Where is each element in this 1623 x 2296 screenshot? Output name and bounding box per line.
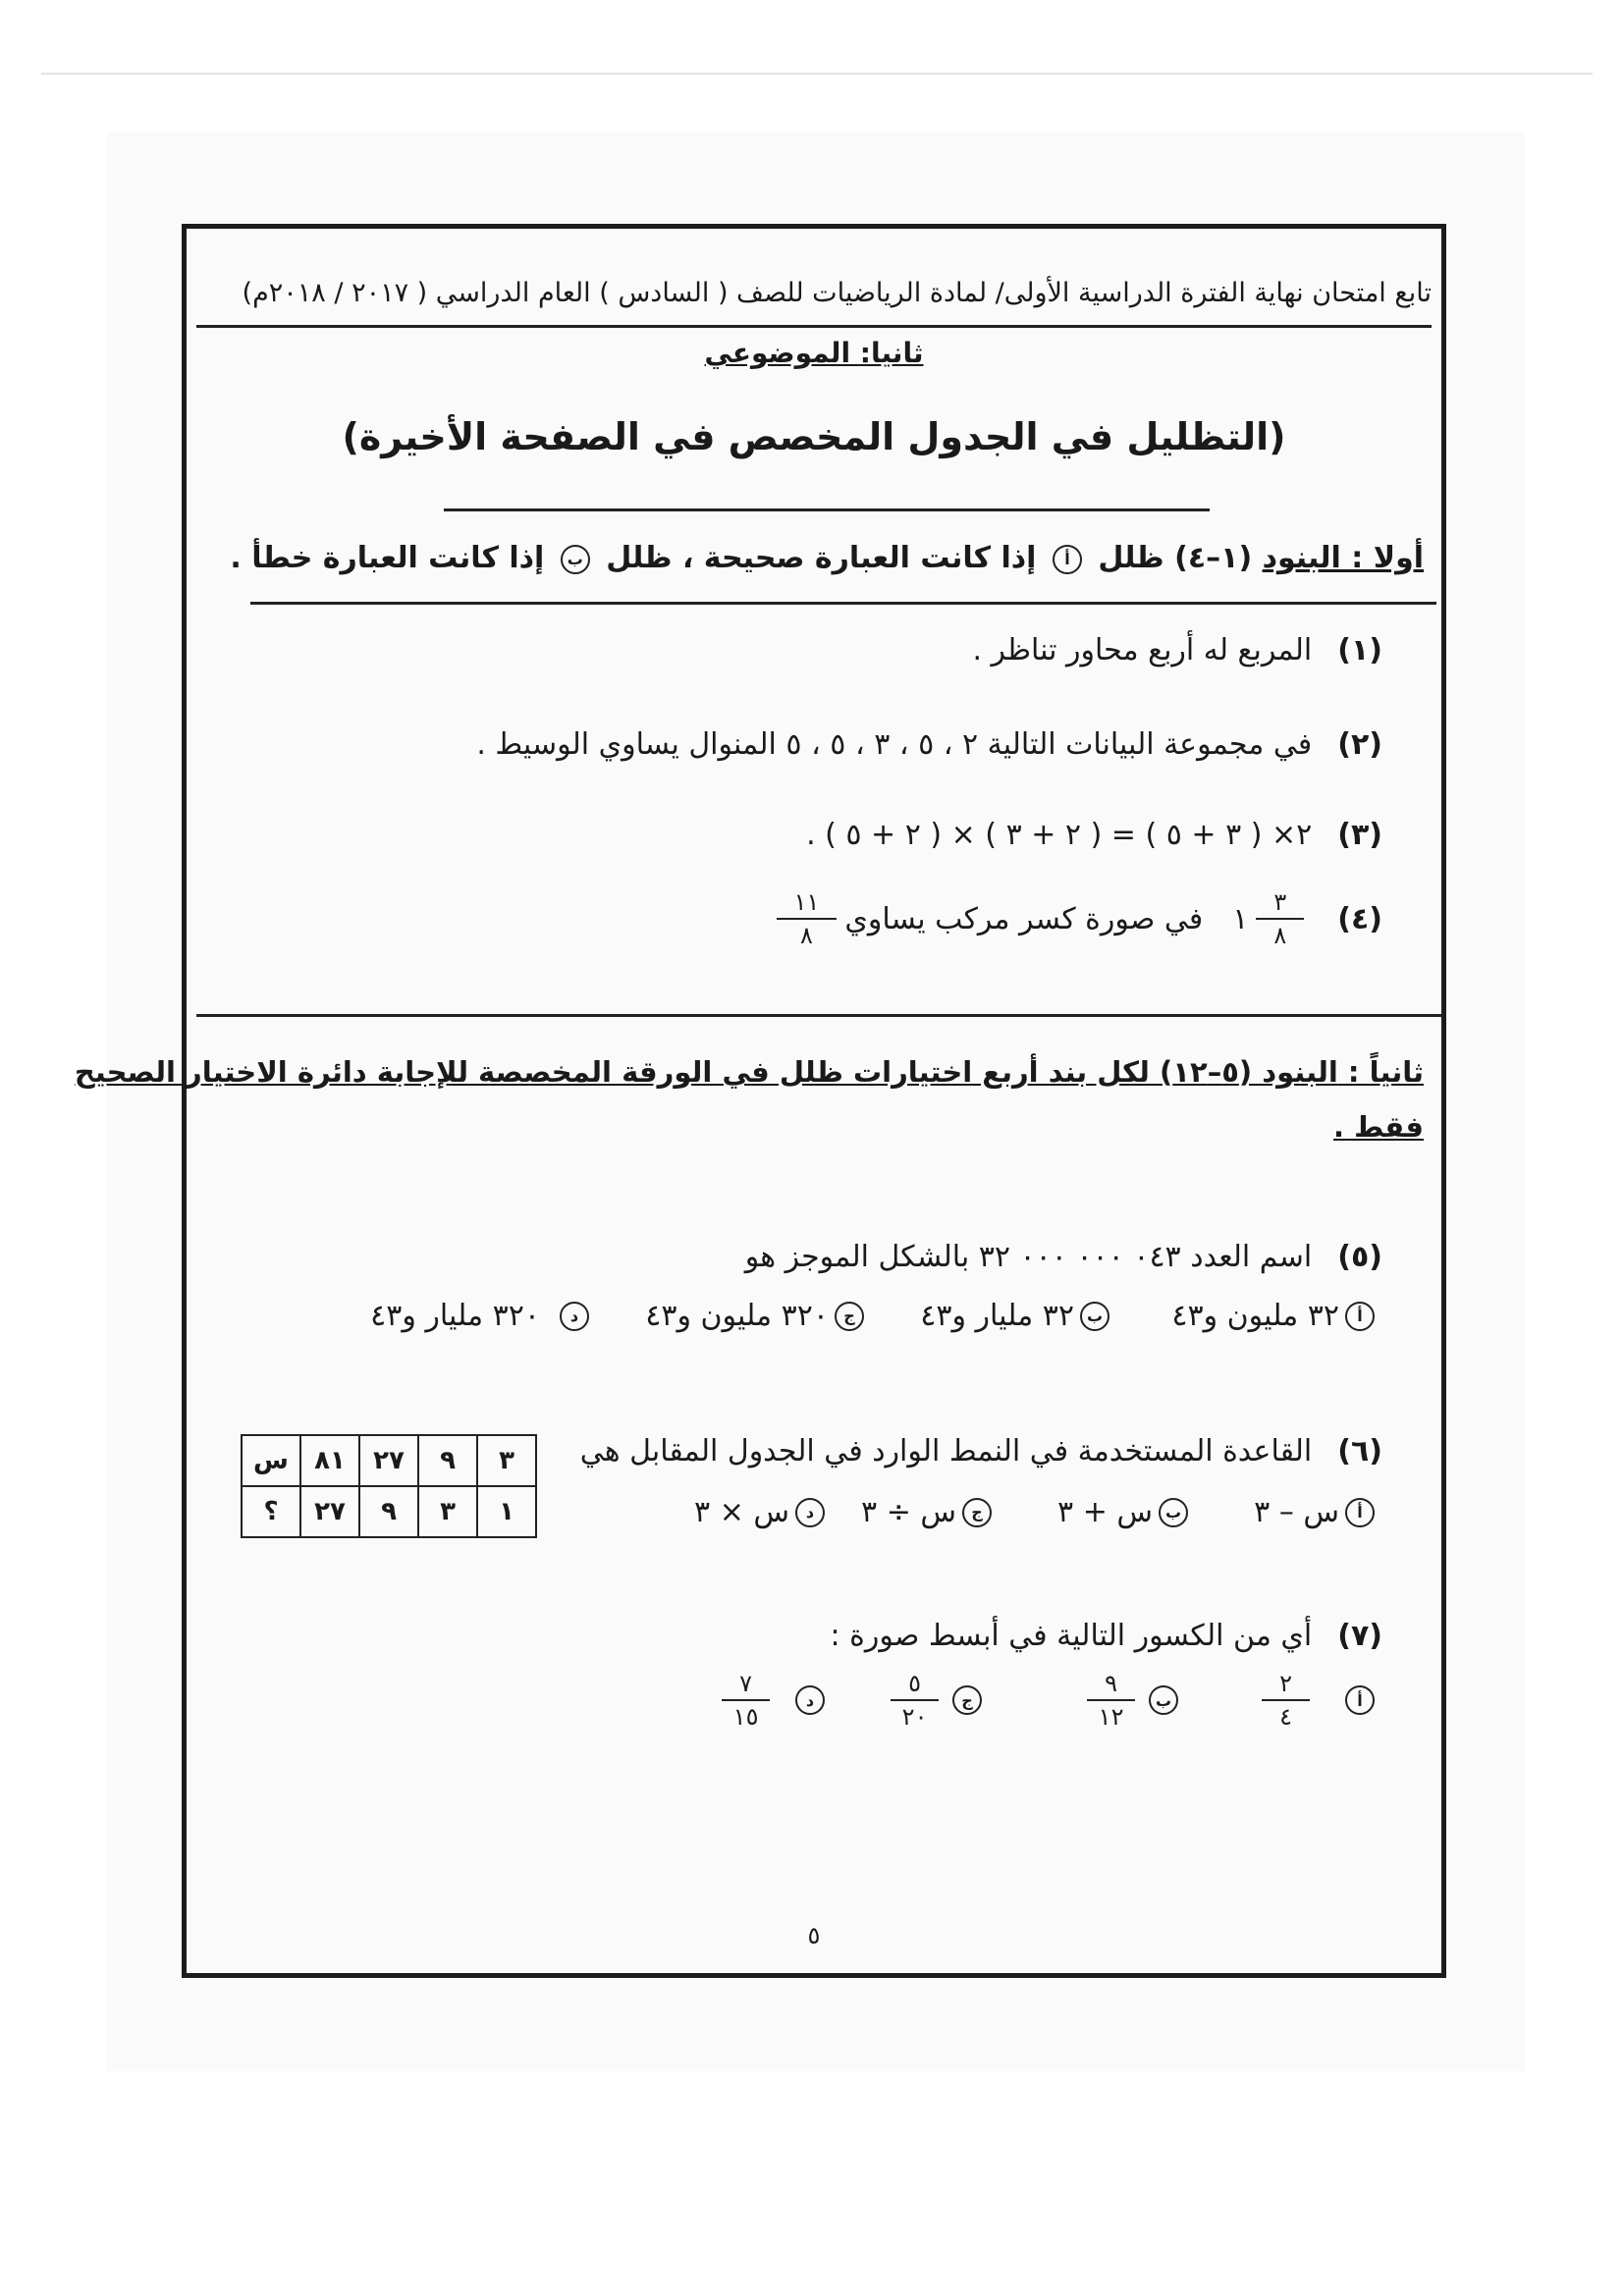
section2-instruction: ثانياً : البنود (٥–١٢) لكل بند أربع اختيارات ظلل في الورقة المخصصة للإجابة دائرة الاختيار الصحيح <box>74 1055 1424 1089</box>
option-b[interactable]: ب ٣٢ مليار و٤٣ <box>870 1299 1115 1333</box>
page-number: ٥ <box>807 1922 821 1949</box>
option-d[interactable]: د ٣٢٠ مليار و٤٣ <box>370 1299 595 1333</box>
option-a[interactable]: أ س – ٣ <box>1194 1495 1380 1529</box>
option-c-icon: ج <box>952 1685 982 1715</box>
question-5: (٥) اسم العدد ٠٤٣ ٠٠٠ ٠٠٠ ٣٢ بالشكل الموجز هو <box>744 1240 1382 1274</box>
option-a-icon: أ <box>1345 1498 1375 1527</box>
top-divider <box>41 73 1593 75</box>
option-c-icon: ج <box>835 1302 864 1331</box>
exam-page-frame <box>74 224 1446 1978</box>
question-7-options <box>714 1670 1380 1731</box>
exam-title: (التظليل في الجدول المخصص في الصفحة الأخيرة) <box>342 415 1286 458</box>
option-b-icon: ب <box>1149 1685 1178 1715</box>
question-5-options <box>370 1299 1380 1333</box>
pattern-table <box>241 1434 537 1538</box>
question-1: (١) المربع له أربع محاور تناظر . <box>972 633 1382 667</box>
question-6: (٦) القاعدة المستخدمة في النمط الوارد في الجدول المقابل هي <box>579 1434 1382 1468</box>
option-c[interactable]: ج $\frac{٥}{٢٠}$ <box>831 1670 988 1731</box>
option-d[interactable]: د س × ٣ <box>694 1495 831 1529</box>
false-choice-icon: ب <box>561 545 590 574</box>
option-c[interactable]: ج س ÷ ٣ <box>831 1495 998 1529</box>
exam-header: تابع امتحان نهاية الفترة الدراسية الأولى/ لمادة الرياضيات للصف ( السادس ) العام الدراسي ( ٢٠١٧ / ٢٠١٨م) <box>242 278 1432 308</box>
section1-divider <box>250 602 1436 605</box>
option-b[interactable]: ب $\frac{٩}{١٢}$ <box>988 1670 1184 1731</box>
title-underline <box>444 508 1210 511</box>
section1-instruction: أولا : البنود (١–٤) ظلل أ إذا كانت العبارة صحيحة ، ظلل ب إذا كانت العبارة خطأ . <box>230 541 1424 575</box>
true-choice-icon: أ <box>1053 545 1082 574</box>
table-row: ٣ ٩ ٢٧ ٨١ س <box>242 1435 536 1486</box>
option-d[interactable]: د $\frac{٧}{١٥}$ <box>714 1670 831 1731</box>
option-b-icon: ب <box>1080 1302 1109 1331</box>
improper-fraction: $\frac{١١}{٨}$ <box>777 888 838 949</box>
option-c-icon: ج <box>962 1498 992 1527</box>
option-d-icon: د <box>560 1302 589 1331</box>
section2-divider <box>196 1014 1441 1017</box>
header-divider <box>196 325 1432 328</box>
table-row: ١ ٣ ٩ ٢٧ ؟ <box>242 1486 536 1537</box>
option-b[interactable]: ب س + ٣ <box>998 1495 1194 1529</box>
question-6-options <box>694 1495 1380 1529</box>
option-a-icon: أ <box>1345 1302 1375 1331</box>
option-d-icon: د <box>795 1685 825 1715</box>
section1-label: أولا : البنود <box>1262 541 1424 575</box>
option-a-icon: أ <box>1345 1685 1375 1715</box>
option-b-icon: ب <box>1159 1498 1188 1527</box>
question-2: (٢) في مجموعة البيانات التالية ٢ ، ٥ ، ٣ ، ٥ ، ٥ المنوال يساوي الوسيط . <box>476 727 1382 762</box>
option-d-icon: د <box>795 1498 825 1527</box>
question-7: (٧) أي من الكسور التالية في أبسط صورة : <box>830 1619 1382 1653</box>
question-3: (٣) ٢× ( ٣ + ٥ ) = ( ٢ + ٣ ) × ( ٢ + ٥ ) . <box>806 818 1382 852</box>
option-c[interactable]: ج ٣٢٠ مليون و٤٣ <box>595 1299 870 1333</box>
option-a[interactable]: أ $\frac{٢}{٤}$ <box>1184 1670 1380 1731</box>
mixed-fraction: $\frac{٣}{٨}$ <box>1256 888 1304 949</box>
option-a[interactable]: أ ٣٢ مليون و٤٣ <box>1115 1299 1380 1333</box>
section2-instruction-cont: فقط . <box>1332 1110 1424 1144</box>
section-subtitle: ثانيا: الموضوعي <box>704 337 924 369</box>
question-4: (٤) $\frac{٣}{٨}$ ١ في صورة كسر مركب يساوي $\frac{١١}{٨}$ <box>769 888 1382 949</box>
